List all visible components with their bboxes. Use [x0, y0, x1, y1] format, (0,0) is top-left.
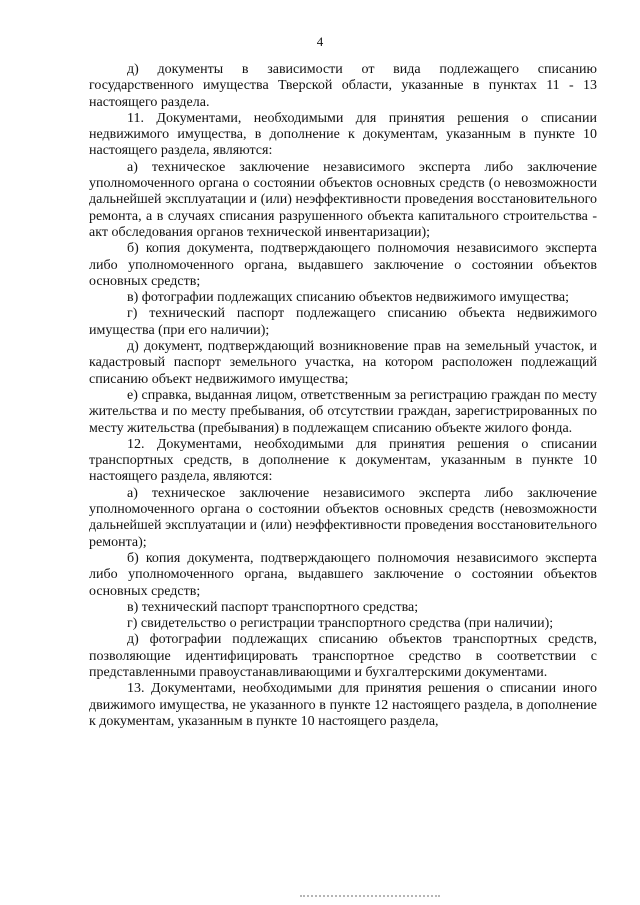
page-number: 4	[316, 34, 324, 49]
paragraph: в) технический паспорт транспортного средства;	[127, 599, 419, 615]
paragraph: в) фотографии подлежащих списанию объектов недвижимого имущества;	[127, 290, 570, 306]
paragraph: 13. Документами, необходимыми для принятия решения о списании иного движимого имущества, не указанного в пункте 12 настоящего раздела, в дополнение к документам, указанным в пункте 10 настоящего раздела,	[89, 681, 597, 729]
paragraph: д) фотографии подлежащих списанию объектов транспортных средств, позволяющие идентифицировать транспортное средство в соответствии с представленными правоустанавливающими и бухгалтерскими документами.	[89, 632, 597, 680]
paragraph: г) технический паспорт подлежащего списанию объекта недвижимого имущества (при его наличии);	[89, 306, 597, 338]
paragraph: 11. Документами, необходимыми для принятия решения о списании недвижимого имущества, в дополнение к документам, указанным в пункте 10 настоящего раздела, являются:	[89, 110, 597, 159]
paragraph: б) копия документа, подтверждающего полномочия независимого эксперта либо уполномоченного органа, выдавшего заключение о состоянии объектов основных средств;	[89, 241, 597, 289]
scan-artifact-dots	[300, 895, 440, 901]
paragraph: б) копия документа, подтверждающего полномочия независимого эксперта либо уполномоченного органа, выдавшего заключение о состоянии объектов основных средств;	[89, 550, 597, 599]
paragraph: а) техническое заключение независимого эксперта либо заключение уполномоченного органа о состоянии объектов основных средств (невозможности дальнейшей эксплуатации и (или) неэффективности проведения восстановительного ремонта);	[89, 485, 597, 550]
paragraph: д) документы в зависимости от вида подлежащего списанию государственного имущества Тверской области, указанные в пунктах 11 - 13 настоящего раздела.	[89, 62, 597, 110]
paragraph: а) техническое заключение независимого эксперта либо заключение уполномоченного органа о состоянии объектов основных средств (о невозможности дальнейшей эксплуатации и (или) неэффективности проведения восстановительного ремонта, а в случаях списания разрушенного объекта капитального строительства - акт обследования органов технической инвентаризации);	[89, 159, 597, 240]
paragraph: 12. Документами, необходимыми для принятия решения о списании транспортных средств, в дополнение к документам, указанным в пункте 10 настоящего раздела, являются:	[89, 436, 597, 485]
paragraph: д) документ, подтверждающий возникновение прав на земельный участок, и кадастровый паспорт земельного участка, на котором расположен подлежащий списанию объект недвижимого имущества;	[89, 339, 597, 387]
paragraph: г) свидетельство о регистрации транспортного средства (при наличии);	[127, 616, 554, 632]
document-body	[89, 62, 597, 730]
paragraph: е) справка, выданная лицом, ответственным за регистрацию граждан по месту жительства и по месту пребывания, об отсутствии граждан, зарегистрированных по месту жительства (пребывания) в подлежащем списанию объекте жилого фонда.	[89, 387, 597, 436]
